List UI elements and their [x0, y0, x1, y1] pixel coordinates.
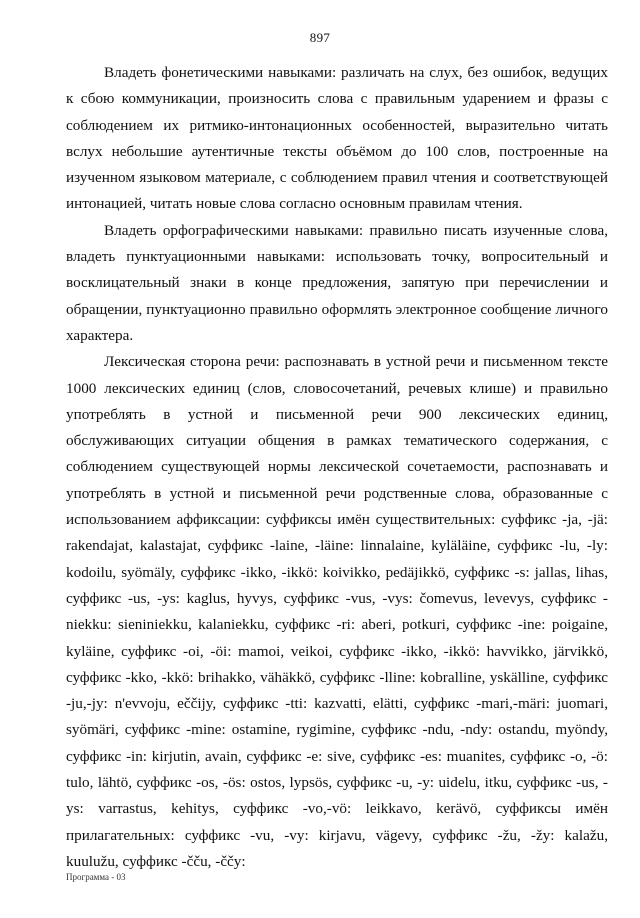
- paragraph-lexical: Лексическая сторона речи: распознавать в устной речи и письменном тексте 1000 лексических единиц (слов, словосочетаний, речевых клише) и правильно употреблять в устной и письменной речи 900 лексических единиц, обслуживающих ситуации общения в рамках тематического содержания, с соблюдением существующей нормы лексической сочетаемости, распознавать и употреблять в устной и письменной речи родственные слова, образованные с использованием аффиксации: суффиксы имён существительных: суффикс -ja, -jä: rakendajat, kalastajat, суффикс -laine, -läine: linnalaine, kyläläine, суффикс -lu, -ly: kodoilu, syömäly, суффикс -ikko, -ikkö: koivikko, pedäjikkö, суффикс -s: jallas, lihas, суффикс -us, -ys: kaglus, hyvys, суффикс -vus, -vys: čomevus, levevys, суффикс -niekku: sieniniekku, kalaniekku, суффикс -ri: aberi, potkuri, суффикс -ine: poigaine, kyläine, суффикс -oi, -öi: mamoi, veikoi, суффикс -ikko, -ikkö: havvikko, järvikkö, суффикс -kko, -kkö: brihakko, vähäkkö, суффикс -lline: kobralline, yskälline, суффикс -ju,-jy: n'evvoju, eččijy, суффикс -tti: kazvatti, elätti, суффикс -mari,-märi: juomari, syömäri, суффикс -mine: ostamine, rygimine, суффикс -ndu, -ndy: ostandu, myöndy, суффикс -in: kirjutin, avain, суффикс -e: sive, суффикс -es: muanites, суффикс -o, -ö: tulo, lähtö, суффикс -os, -ös: ostos, lypsös, суффикс -u, -y: uidelu, itku, суффикс -us, -ys: varrastus, kehitys, суффикс -vo,-vö: leikkavo, kerävö, суффиксы имён прилагательных: суффикс -vu, -vy: kirjavu, vägevy, суффикс -žu, -žy: kalažu, kuulužu, суффикс -čču, -ččy:: [66, 353, 608, 870]
- paragraph-orthography: Владеть орфографическими навыками: правильно писать изученные слова, владеть пунктуационными навыками: использовать точку, вопросительный и восклицательный знаки в конце предложения, запятую при перечислении и обращении, пунктуационно правильно оформлять электронное сообщение личного характера.: [66, 221, 608, 344]
- page-number: 897: [309, 30, 331, 45]
- page-footer: Программа - 03: [66, 872, 126, 882]
- page-content: [66, 60, 608, 875]
- paragraph-phonetics: Владеть фонетическими навыками: различать на слух, без ошибок, ведущих к сбою коммуникации, произносить слова с правильным ударением и фразы с соблюдением их ритмико-интонационных особенностей, выразительно читать вслух небольшие аутентичные тексты объёмом до 100 слов, построенные на изученном языковом материале, с соблюдением правил чтения и соответствующей интонацией, читать новые слова согласно основным правилам чтения.: [66, 64, 608, 213]
